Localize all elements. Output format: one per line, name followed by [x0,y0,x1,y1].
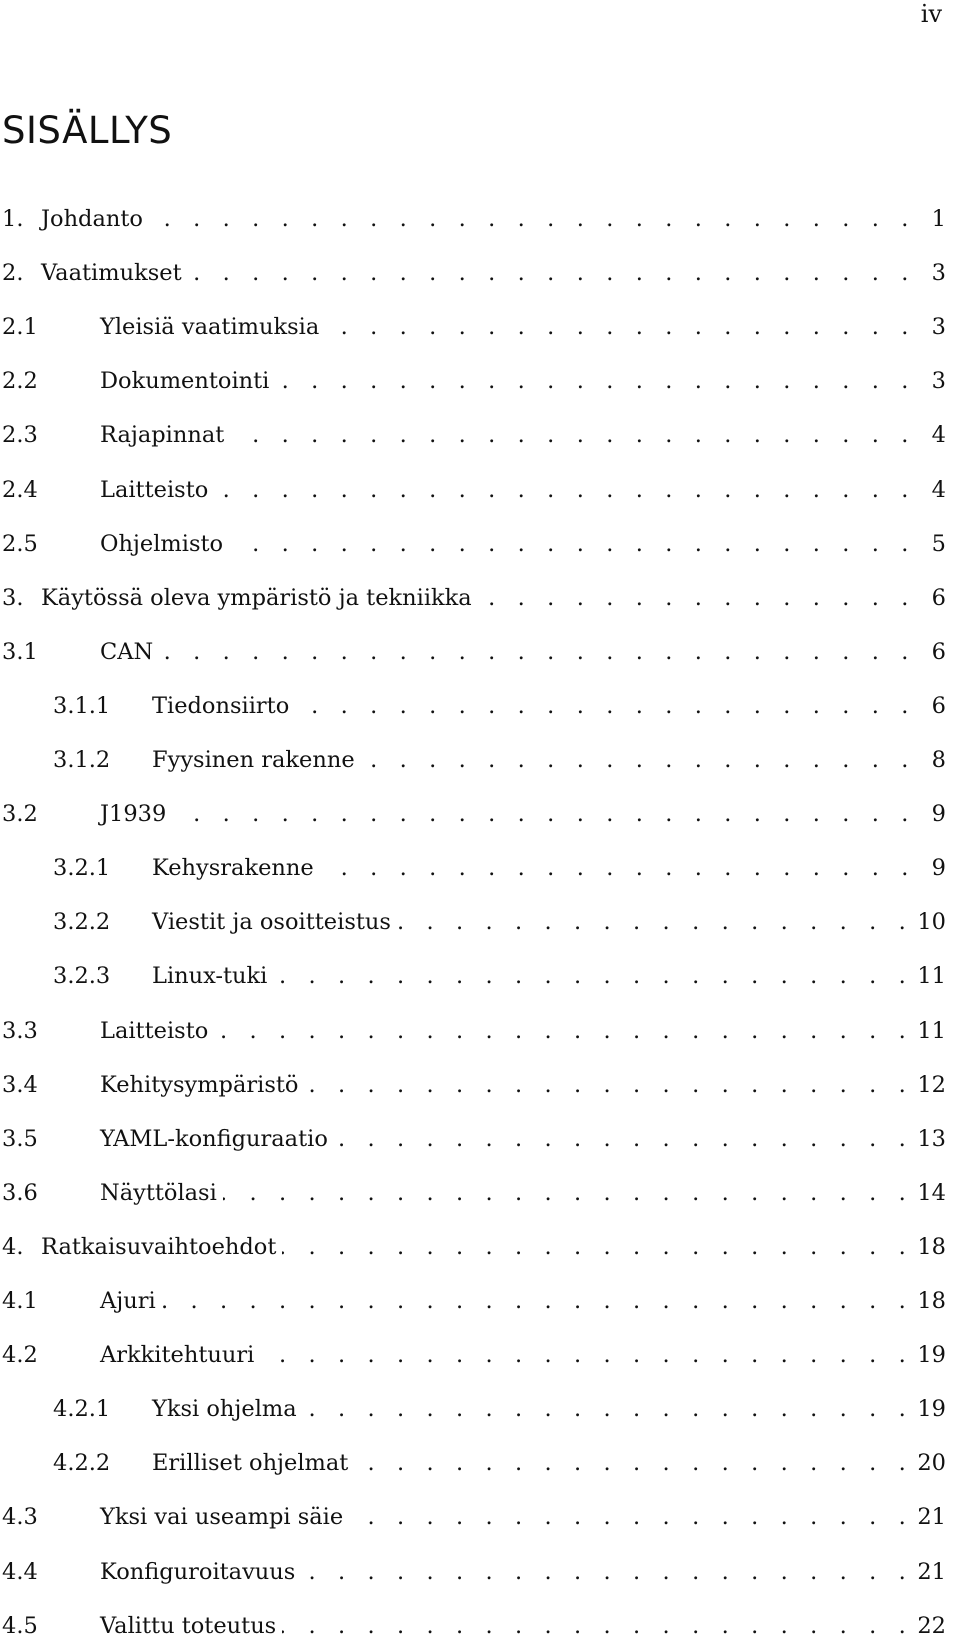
toc-entry-number: 3. [2,584,24,611]
toc-entry-page: 6 [931,584,946,611]
toc-entry-label: CAN [100,638,154,665]
dot-leader [260,1338,913,1372]
toc-entry-number: 2. [2,260,24,287]
toc-entry-number: 3.6 [2,1179,38,1206]
toc-entry-label: Vaatimukset [41,260,182,287]
toc-entry[interactable] [0,1609,946,1643]
toc-entry[interactable] [0,1230,946,1264]
toc-entry[interactable] [0,743,946,777]
toc-entry-page: 19 [917,1342,946,1369]
toc-entry-number: 4.2 [2,1342,38,1369]
toc-entry-number: 4.3 [2,1504,38,1531]
toc-entry-number: 2.5 [2,530,38,557]
dot-leader [188,256,916,290]
dot-leader [320,851,916,885]
toc-entry-label: Dokumentointi [100,368,270,395]
toc-entry-number: 4.2.2 [53,1450,111,1477]
toc-entry-label: Laitteisto [100,476,209,503]
dot-leader [273,959,913,993]
toc-entry-label: Tiedonsiirto [152,692,290,719]
toc-entry[interactable] [0,1392,946,1426]
toc-entry[interactable] [0,905,946,939]
toc-entry-number: 2.3 [2,422,38,449]
dot-leader [282,1230,913,1264]
toc-entry-label: Kehitysympäristö [100,1071,299,1098]
toc-entry[interactable] [0,851,946,885]
toc-entry-label: Yleisiä vaatimuksia [100,314,320,341]
toc-entry-number: 1. [2,206,24,232]
toc-entry[interactable] [0,1122,946,1156]
dot-leader [361,743,916,777]
toc-entry-label: Viestit ja osoitteistus [152,909,391,936]
toc-entry[interactable] [0,1068,946,1102]
toc-entry-number: 4.5 [2,1612,38,1639]
toc-entry-page: 5 [931,530,946,557]
dot-leader [162,1284,914,1318]
dot-leader [275,364,916,398]
toc-entry-page: 21 [917,1504,946,1531]
toc-entry[interactable] [0,527,946,561]
toc-entry-label: Linux-tuki [152,963,268,990]
toc-entry-label: Kehysrakenne [152,855,314,882]
toc-entry[interactable] [0,473,946,507]
toc-entry[interactable] [0,202,946,236]
toc-entry[interactable] [0,797,946,831]
dot-leader [304,1068,913,1102]
toc-entry-label: Näyttölasi [100,1179,217,1206]
toc-entry-page: 9 [931,855,946,882]
dot-leader [397,905,913,939]
toc-entry-page: 6 [931,692,946,719]
toc-entry-label: Konfiguroitavuus [100,1558,296,1585]
toc-entry-page: 3 [931,314,946,341]
toc-entry-label: Yksi ohjelma [152,1396,297,1423]
toc-entry-number: 3.5 [2,1125,38,1152]
toc-entry[interactable] [0,1555,946,1589]
toc-entry-page: 8 [931,747,946,773]
toc-entry-number: 4.4 [2,1558,38,1585]
toc-entry[interactable] [0,1176,946,1210]
dot-leader [223,1176,914,1210]
dot-leader [159,635,916,669]
toc-entry-page: 6 [931,638,946,665]
toc-entry[interactable] [0,364,946,398]
toc-entry-label: Käytössä oleva ympäristö ja tekniikka [41,584,472,611]
dot-leader [303,1392,914,1426]
toc-entry-number: 3.3 [2,1017,38,1044]
toc-entry-number: 3.1.2 [53,747,111,773]
dot-leader [334,1122,913,1156]
toc-entry-number: 4.1 [2,1288,38,1314]
toc-entry-number: 3.2.1 [53,855,111,882]
toc-entry-page: 4 [931,422,946,449]
toc-entry-number: 3.4 [2,1071,38,1098]
toc-entry-number: 2.2 [2,368,38,395]
toc-entry-page: 18 [917,1233,946,1260]
toc-entry-page: 14 [917,1179,946,1206]
toc-entry-number: 2.1 [2,314,38,341]
toc-entry-page: 3 [931,368,946,395]
toc-entry-page: 22 [917,1612,946,1639]
toc-entry-page: 11 [917,1017,946,1044]
toc-entry-label: Arkkitehtuuri [100,1342,255,1369]
toc-entry[interactable] [0,256,946,290]
dot-leader [478,581,916,615]
toc-entry-number: 3.1 [2,638,38,665]
toc-entry-page: 12 [917,1071,946,1098]
dot-leader [214,473,916,507]
toc-entry[interactable] [0,310,946,344]
dot-leader [354,1446,913,1480]
toc-entry[interactable] [0,959,946,993]
dot-leader [230,418,916,452]
toc-entry-number: 2.4 [2,476,38,503]
toc-entry-page: 20 [917,1450,946,1477]
toc-entry-page: 11 [917,963,946,990]
toc-entry-label: Ohjelmisto [100,530,224,557]
toc-entry-number: 3.2.2 [53,909,111,936]
toc-entry-page: 13 [917,1125,946,1152]
page-number: iv [920,0,942,28]
dot-leader [149,202,916,236]
toc-entry[interactable] [0,1446,946,1480]
toc-entry-number: 3.2.3 [53,963,111,990]
toc-entry-page: 19 [917,1396,946,1423]
toc-entry-number: 3.1.1 [53,692,111,719]
toc-entry-label: Laitteisto [100,1017,209,1044]
dot-leader [214,1014,913,1048]
toc-entry[interactable] [0,581,946,615]
toc-entry-page: 21 [917,1558,946,1585]
toc-entry-page: 1 [931,206,946,232]
dot-leader [295,689,916,723]
dot-leader [301,1555,913,1589]
toc-entry-label: Erilliset ohjelmat [152,1450,349,1477]
toc-entry[interactable] [0,1284,946,1318]
toc-entry-label: Yksi vai useampi säie [100,1504,344,1531]
toc-entry[interactable] [0,418,946,452]
toc-entry[interactable] [0,1500,946,1534]
toc-entry[interactable] [0,1338,946,1372]
toc-entry-page: 9 [931,801,946,828]
toc-entry-label: YAML-konfiguraatio [100,1125,328,1152]
toc-entry-label: Ajuri [100,1288,156,1314]
dot-leader [349,1500,913,1534]
toc-entry-page: 18 [917,1288,946,1314]
page-title: SISÄLLYS [2,109,173,152]
toc-entry-label: Rajapinnat [100,422,225,449]
toc-entry-label: Valittu toteutus [100,1612,277,1639]
dot-leader [229,527,916,561]
toc-entry-label: J1939 [100,801,167,828]
toc-entry-page: 4 [931,476,946,503]
toc-entry-page: 3 [931,260,946,287]
toc-entry-label: Ratkaisuvaihtoehdot [41,1233,277,1260]
toc-entry-number: 4.2.1 [53,1396,111,1423]
dot-leader [282,1609,913,1643]
toc-entry-number: 3.2 [2,801,38,828]
toc-entry[interactable] [0,1014,946,1048]
toc-entry[interactable] [0,635,946,669]
toc-entry-label: Johdanto [41,206,143,232]
toc-entry[interactable] [0,689,946,723]
toc-entry-label: Fyysinen rakenne [152,747,355,773]
dot-leader [325,310,916,344]
dot-leader [172,797,916,831]
toc-entry-page: 10 [917,909,946,936]
toc-entry-number: 4. [2,1233,24,1260]
